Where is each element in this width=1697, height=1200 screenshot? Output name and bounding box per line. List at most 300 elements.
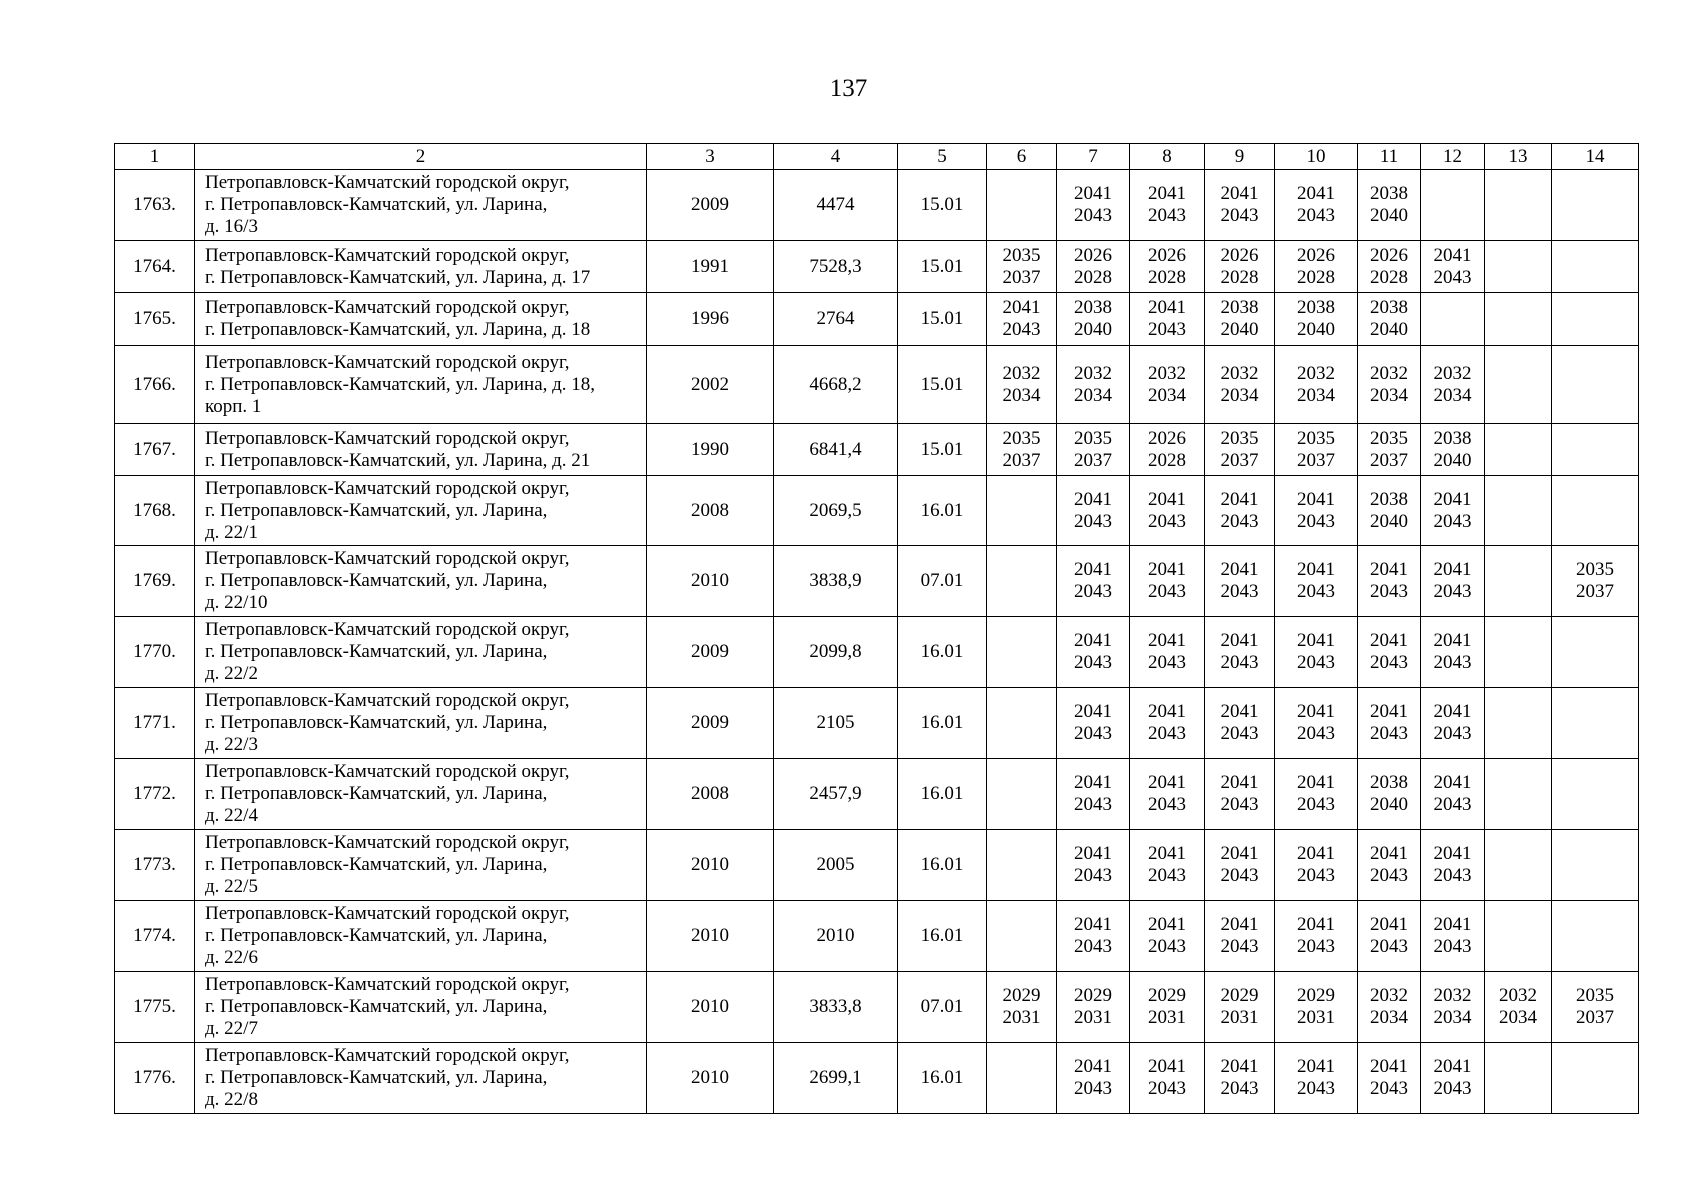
period-year: 2041 [1433,559,1472,580]
period-year: 2032 [1433,985,1472,1006]
period-year: 2041 [1433,772,1472,793]
address-cell [195,346,647,424]
period-year: 2041 [1370,1056,1408,1077]
period-cell [987,546,1057,617]
period-cell [1485,476,1552,546]
period-year: 2028 [1148,449,1186,471]
period-cell [1358,424,1421,476]
column-header: 6 [987,144,1057,170]
period-year: 2041 [1148,559,1186,580]
period-year: 2037 [1370,449,1408,471]
table-row [115,972,1639,1043]
period-cell [1205,293,1275,346]
period-year: 2040 [1370,205,1408,226]
period-cell [987,424,1057,476]
period-cell [1130,901,1205,972]
address-cell [195,546,647,617]
period-cell [1205,617,1275,688]
period-year: 2041 [1074,1056,1112,1077]
address-line: г. Петропавловск-Камчатский, ул. Ларина, [205,641,548,662]
code-cell: 15.01 [898,293,987,346]
header-row [115,144,1639,170]
period-cell [1130,546,1205,617]
address-line: д. 22/5 [205,876,258,897]
period-year: 2041 [1433,914,1472,935]
build-year-cell: 2009 [647,617,774,688]
row-number-cell: 1764. [115,241,195,293]
address-line: Петропавловск-Камчатский городской округ, [205,690,570,711]
table-row [115,424,1639,476]
address-line: Петропавловск-Камчатский городской округ, [205,297,570,318]
period-cell [1485,759,1552,830]
period-year: 2041 [1148,701,1186,722]
period-year: 2041 [1297,701,1335,722]
period-year: 2028 [1148,266,1186,288]
address-line: г. Петропавловск-Камчатский, ул. Ларина, д. 18, [205,373,596,395]
row-number-cell: 1774. [115,901,195,972]
period-year: 2043 [1002,319,1041,340]
period-year: 2031 [1220,1007,1259,1028]
area-cell: 2699,1 [774,1043,898,1114]
period-cell [1057,293,1130,346]
period-year: 2032 [1433,362,1472,384]
period-cell [987,688,1057,759]
period-year: 2043 [1220,652,1259,673]
period-cell [987,972,1057,1043]
period-year: 2041 [1220,488,1259,510]
period-year: 2043 [1148,794,1186,815]
column-header: 2 [195,144,647,170]
period-cell [1130,688,1205,759]
period-year: 2038 [1370,183,1408,204]
area-cell: 2764 [774,293,898,346]
address-line: д. 22/3 [205,734,258,755]
period-year: 2041 [1220,914,1259,935]
address-line: г. Петропавловск-Камчатский, ул. Ларина, д. 18 [205,319,591,340]
period-year: 2034 [1499,1007,1537,1028]
period-cell [1552,241,1639,293]
period-cell [1485,424,1552,476]
period-year: 2043 [1433,581,1472,602]
row-number-cell: 1766. [115,346,195,424]
period-year: 2043 [1433,865,1472,886]
period-cell [1358,241,1421,293]
period-year: 2043 [1220,581,1259,602]
period-cell [1057,476,1130,546]
period-year: 2043 [1074,936,1112,957]
code-cell: 15.01 [898,424,987,476]
period-year: 2032 [1002,362,1041,384]
register-table [114,143,1639,1114]
period-cell [1275,972,1358,1043]
row-number-cell: 1771. [115,688,195,759]
area-cell: 7528,3 [774,241,898,293]
period-year: 2043 [1297,510,1335,532]
period-year: 2043 [1220,1078,1259,1099]
code-cell: 16.01 [898,830,987,901]
period-year: 2043 [1220,936,1259,957]
area-cell: 6841,4 [774,424,898,476]
period-year: 2043 [1220,794,1259,815]
period-year: 2037 [1297,449,1335,471]
period-year: 2035 [1002,427,1041,449]
build-year-cell: 2008 [647,476,774,546]
period-year: 2041 [1370,701,1408,722]
period-year: 2034 [1220,384,1259,406]
address-line: д. 22/8 [205,1089,258,1110]
period-cell [1057,546,1130,617]
address-cell [195,759,647,830]
row-number-cell: 1770. [115,617,195,688]
period-year: 2041 [1074,559,1112,580]
period-cell [1205,972,1275,1043]
period-year: 2040 [1370,319,1408,340]
table-row [115,688,1639,759]
address-cell [195,476,647,546]
area-cell: 4474 [774,170,898,241]
period-cell [1057,1043,1130,1114]
period-year: 2041 [1148,1056,1186,1077]
period-year: 2035 [1297,427,1335,449]
period-cell [1421,241,1485,293]
period-year: 2032 [1297,362,1335,384]
row-number-cell: 1768. [115,476,195,546]
area-cell: 2099,8 [774,617,898,688]
period-year: 2043 [1148,319,1186,340]
period-year: 2029 [1297,985,1335,1006]
period-cell [1275,617,1358,688]
period-cell [1275,830,1358,901]
address-line: г. Петропавловск-Камчатский, ул. Ларина, д. 17 [205,266,591,288]
period-cell [1552,346,1639,424]
code-cell: 16.01 [898,476,987,546]
area-cell: 2069,5 [774,476,898,546]
period-cell [1485,901,1552,972]
period-cell [1485,972,1552,1043]
period-year: 2043 [1370,865,1408,886]
period-year: 2041 [1370,843,1408,864]
period-cell [1275,170,1358,241]
period-year: 2041 [1433,244,1472,266]
period-cell [1130,293,1205,346]
period-year: 2037 [1220,449,1259,471]
build-year-cell: 2010 [647,546,774,617]
column-header: 14 [1552,144,1639,170]
period-year: 2029 [1148,985,1186,1006]
column-header: 7 [1057,144,1130,170]
period-year: 2034 [1297,384,1335,406]
period-cell [1358,1043,1421,1114]
table-row [115,170,1639,241]
period-cell [1421,424,1485,476]
period-year: 2043 [1297,1078,1335,1099]
address-line: г. Петропавловск-Камчатский, ул. Ларина, [205,570,548,591]
period-year: 2043 [1297,936,1335,957]
period-cell [987,346,1057,424]
period-year: 2026 [1220,244,1259,266]
period-cell [1205,901,1275,972]
period-year: 2028 [1370,266,1408,288]
period-year: 2040 [1297,319,1335,340]
period-year: 2041 [1220,1056,1259,1077]
period-cell [1552,830,1639,901]
period-year: 2028 [1297,266,1335,288]
build-year-cell: 1990 [647,424,774,476]
period-cell [1130,424,1205,476]
period-cell [1552,546,1639,617]
period-year: 2043 [1433,794,1472,815]
period-year: 2043 [1297,865,1335,886]
period-year: 2032 [1370,362,1408,384]
address-line: Петропавловск-Камчатский городской округ, [205,832,570,853]
period-year: 2043 [1220,205,1259,226]
address-line: корп. 1 [205,395,262,417]
period-cell [987,759,1057,830]
period-year: 2029 [1002,985,1041,1006]
period-year: 2037 [1002,266,1041,288]
period-cell [987,293,1057,346]
code-cell: 07.01 [898,972,987,1043]
row-number-cell: 1765. [115,293,195,346]
period-year: 2026 [1074,244,1112,266]
period-cell [1275,1043,1358,1114]
code-cell: 16.01 [898,759,987,830]
period-year: 2041 [1370,559,1408,580]
period-year: 2041 [1074,772,1112,793]
area-cell: 2010 [774,901,898,972]
address-line: г. Петропавловск-Камчатский, ул. Ларина, [205,854,548,875]
period-cell [1485,830,1552,901]
period-year: 2041 [1074,914,1112,935]
period-year: 2031 [1074,1007,1112,1028]
period-year: 2032 [1370,985,1408,1006]
period-year: 2043 [1370,936,1408,957]
period-year: 2038 [1433,427,1472,449]
period-cell [1485,1043,1552,1114]
period-cell [1421,688,1485,759]
period-year: 2043 [1074,865,1112,886]
period-year: 2041 [1433,701,1472,722]
address-line: Петропавловск-Камчатский городской округ, [205,761,570,782]
row-number-cell: 1763. [115,170,195,241]
table-row [115,346,1639,424]
period-year: 2043 [1148,510,1186,532]
period-cell [1358,293,1421,346]
period-year: 2041 [1148,772,1186,793]
period-year: 2029 [1220,985,1259,1006]
address-line: Петропавловск-Камчатский городской округ, [205,477,570,499]
period-cell [1485,170,1552,241]
period-cell [1552,476,1639,546]
area-cell: 2005 [774,830,898,901]
period-year: 2043 [1370,652,1408,673]
address-line: г. Петропавловск-Камчатский, ул. Ларина, [205,1067,548,1088]
period-year: 2043 [1370,723,1408,744]
period-year: 2040 [1370,510,1408,532]
address-line: г. Петропавловск-Камчатский, ул. Ларина, [205,925,548,946]
period-year: 2040 [1220,319,1259,340]
address-line: г. Петропавловск-Камчатский, ул. Ларина, [205,712,548,733]
period-year: 2038 [1297,297,1335,318]
area-cell: 4668,2 [774,346,898,424]
period-cell [1485,617,1552,688]
period-cell [1552,424,1639,476]
address-line: д. 22/10 [205,592,268,613]
column-header: 3 [647,144,774,170]
area-cell: 3833,8 [774,972,898,1043]
row-number-cell: 1767. [115,424,195,476]
period-year: 2034 [1002,384,1041,406]
period-cell [1552,1043,1639,1114]
period-year: 2043 [1148,205,1186,226]
period-cell [1057,830,1130,901]
table-row [115,241,1639,293]
period-cell [1421,759,1485,830]
period-year: 2043 [1433,510,1472,532]
period-year: 2032 [1499,985,1537,1006]
column-header: 11 [1358,144,1421,170]
period-cell [1552,688,1639,759]
address-cell [195,424,647,476]
period-cell [987,617,1057,688]
period-cell [1358,759,1421,830]
table-row [115,293,1639,346]
period-year: 2043 [1148,1078,1186,1099]
row-number-cell: 1776. [115,1043,195,1114]
build-year-cell: 2010 [647,901,774,972]
period-cell [1552,759,1639,830]
period-cell [1358,476,1421,546]
period-year: 2043 [1433,936,1472,957]
address-line: д. 22/6 [205,947,258,968]
period-year: 2043 [1297,723,1335,744]
period-year: 2043 [1148,936,1186,957]
address-cell [195,170,647,241]
period-cell [1057,901,1130,972]
address-line: Петропавловск-Камчатский городской округ, [205,903,570,924]
period-cell [1205,476,1275,546]
period-year: 2043 [1370,1078,1408,1099]
period-cell [1421,901,1485,972]
period-cell [1275,241,1358,293]
period-year: 2043 [1220,865,1259,886]
period-cell [1358,688,1421,759]
row-number-cell: 1773. [115,830,195,901]
build-year-cell: 2002 [647,346,774,424]
area-cell: 2457,9 [774,759,898,830]
period-year: 2032 [1220,362,1259,384]
period-cell [1421,617,1485,688]
period-year: 2043 [1148,723,1186,744]
period-year: 2041 [1297,559,1335,580]
area-cell: 2105 [774,688,898,759]
period-cell [1130,1043,1205,1114]
period-cell [1205,424,1275,476]
code-cell: 15.01 [898,346,987,424]
period-year: 2043 [1148,581,1186,602]
period-year: 2041 [1220,630,1259,651]
period-year: 2041 [1433,843,1472,864]
period-year: 2026 [1297,244,1335,266]
period-cell [1552,617,1639,688]
period-year: 2037 [1576,1007,1614,1028]
period-year: 2041 [1148,630,1186,651]
period-cell [1421,293,1485,346]
address-cell [195,901,647,972]
period-year: 2034 [1433,1007,1472,1028]
period-cell [1205,688,1275,759]
column-header: 8 [1130,144,1205,170]
period-year: 2041 [1074,183,1112,204]
period-cell [1205,241,1275,293]
period-cell [1421,546,1485,617]
period-year: 2041 [1074,630,1112,651]
period-cell [1057,424,1130,476]
period-cell [1130,346,1205,424]
period-year: 2041 [1297,488,1335,510]
period-year: 2038 [1074,297,1112,318]
period-cell [1205,546,1275,617]
code-cell: 16.01 [898,901,987,972]
period-year: 2035 [1002,244,1041,266]
period-year: 2041 [1370,914,1408,935]
period-cell [987,1043,1057,1114]
table-body [115,170,1639,1114]
table-row [115,476,1639,546]
period-year: 2043 [1074,794,1112,815]
code-cell: 07.01 [898,546,987,617]
period-cell [1057,170,1130,241]
address-cell [195,1043,647,1114]
column-header: 10 [1275,144,1358,170]
period-year: 2032 [1148,362,1186,384]
period-cell [1421,972,1485,1043]
period-cell [1358,346,1421,424]
period-cell [1275,424,1358,476]
area-cell: 3838,9 [774,546,898,617]
period-cell [1552,170,1639,241]
period-year: 2031 [1148,1007,1186,1028]
period-cell [1130,830,1205,901]
period-cell [1057,617,1130,688]
address-line: Петропавловск-Камчатский городской округ, [205,351,570,373]
address-line: д. 22/7 [205,1018,258,1039]
address-line: д. 22/2 [205,663,258,684]
period-cell [1205,1043,1275,1114]
build-year-cell: 2008 [647,759,774,830]
table-row [115,617,1639,688]
period-year: 2035 [1074,427,1112,449]
period-year: 2035 [1370,427,1408,449]
address-line: д. 16/3 [205,216,258,237]
period-year: 2043 [1074,581,1112,602]
period-year: 2041 [1220,183,1259,204]
period-year: 2029 [1074,985,1112,1006]
period-cell [1485,546,1552,617]
period-year: 2041 [1074,843,1112,864]
period-cell [1275,346,1358,424]
period-year: 2043 [1074,723,1112,744]
period-cell [1205,830,1275,901]
period-year: 2028 [1220,266,1259,288]
period-cell [1130,759,1205,830]
address-cell [195,293,647,346]
period-year: 2034 [1370,1007,1408,1028]
period-year: 2041 [1074,701,1112,722]
period-cell [1421,346,1485,424]
row-number-cell: 1775. [115,972,195,1043]
period-cell [1485,346,1552,424]
